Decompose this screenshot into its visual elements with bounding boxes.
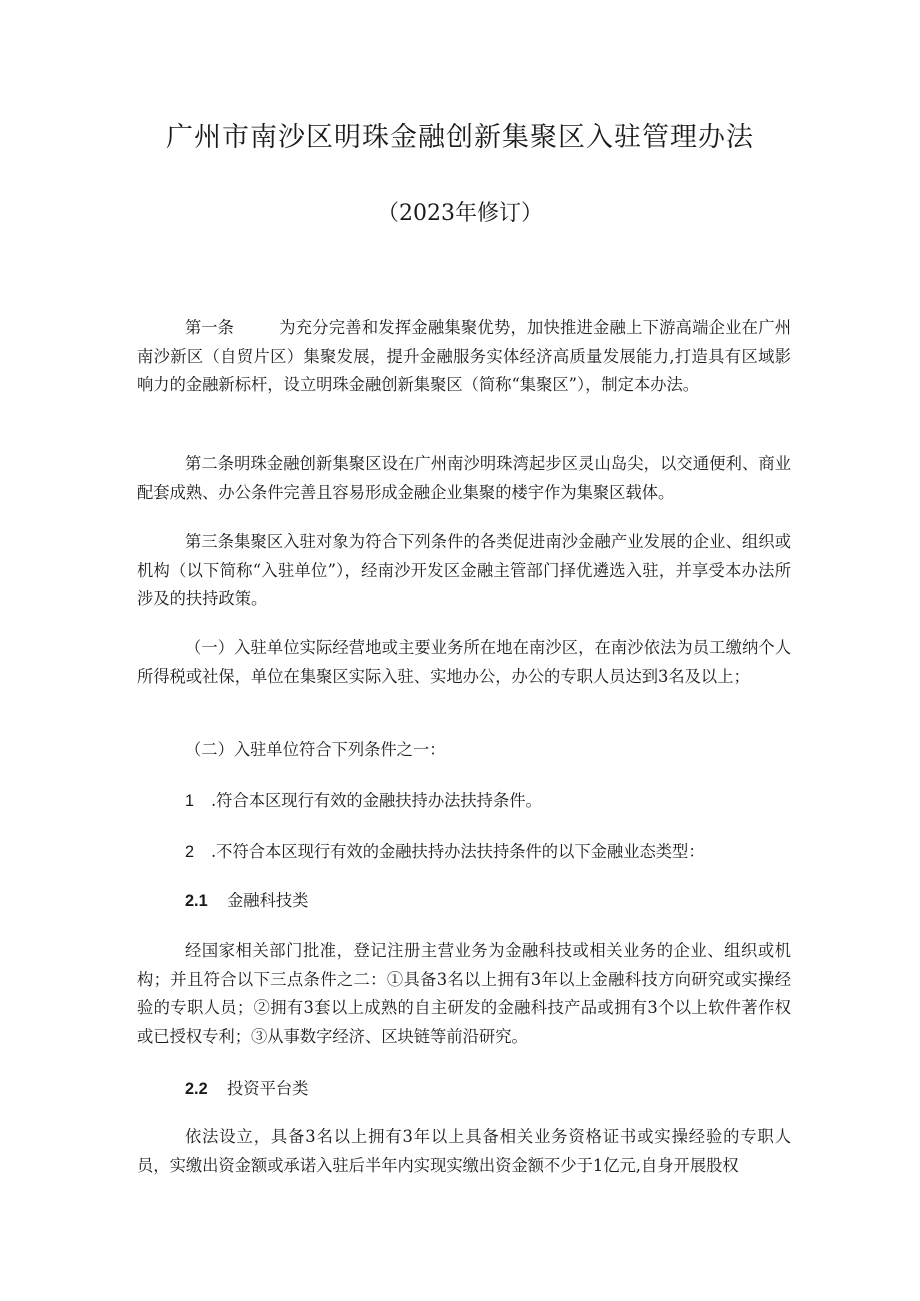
article-1-text: 为充分完善和发挥金融集聚优势，加快推进金融上下游高端企业在广州南沙新区（自贸片区）集聚发展，提升金融服务实体经济高质量发展能力,打造具有区域影响力的金融新标杆，设立明珠金融创新集聚区（简称“集聚区”），制定本办法。: [137, 318, 791, 394]
section-number: 2.2: [185, 1080, 208, 1098]
document-subtitle: （2023年修订）: [377, 201, 543, 226]
article-3: 第三条集聚区入驻对象为符合下列条件的各类促进南沙金融产业发展的企业、组织或机构（以下简称“入驻单位”），经南沙开发区金融主管部门择优遴选入驻，并享受本办法所涉及的扶持政策。: [137, 532, 791, 608]
list-item-text: .不符合本区现行有效的金融扶持办法扶持条件的以下金融业态类型：: [211, 842, 705, 861]
section-heading-2-1: [185, 887, 308, 915]
section-number: 2.1: [185, 892, 208, 910]
section-2-1-text: 经国家相关部门批准，登记注册主营业务为金融科技或相关业务的企业、组织或机构；并且符合以下三点条件之二：①具备3名以上拥有3年以上金融科技方向研究或实操经验的专职人员；②拥有3套以上成熟的自主研发的金融科技产品或拥有3个以上软件著作权或已授权专利；③从事数字经济、区块链等前沿研究。: [137, 941, 791, 1046]
list-item-text: .符合本区现行有效的金融扶持办法扶持条件。: [211, 791, 542, 810]
section-title: 金融科技类: [227, 891, 309, 910]
document-title: 广州市南沙区明珠金融创新集聚区入驻管理办法: [166, 122, 754, 153]
condition-1: （一）入驻单位实际经营地或主要业务所在地在南沙区，在南沙依法为员工缴纳个人所得税或社保，单位在集聚区实际入驻、实地办公，办公的专职人员达到3名及以上；: [137, 638, 791, 686]
section-title: 投资平台类: [227, 1079, 309, 1098]
list-item-number: 2: [185, 843, 195, 861]
list-item: [185, 787, 542, 815]
article-1: [137, 314, 791, 400]
section-2-2-text: 依法设立，具备3名以上拥有3年以上具备相关业务资格证书或实操经验的专职人员，实缴出资金额或承诺入驻后半年内实现实缴出资金额不少于1亿元,自身开展股权: [137, 1127, 791, 1175]
article-2: 第二条明珠金融创新集聚区设在广州南沙明珠湾起步区灵山岛尖，以交通便利、商业配套成熟、办公条件完善且容易形成金融企业集聚的楼宇作为集聚区载体。: [137, 454, 791, 502]
article-1-heading: 第一条: [185, 318, 234, 337]
list-item-number: 1: [185, 792, 195, 810]
section-heading-2-2: [185, 1075, 308, 1103]
list-item: [185, 838, 705, 866]
condition-2: （二）入驻单位符合下列条件之一：: [185, 740, 446, 759]
